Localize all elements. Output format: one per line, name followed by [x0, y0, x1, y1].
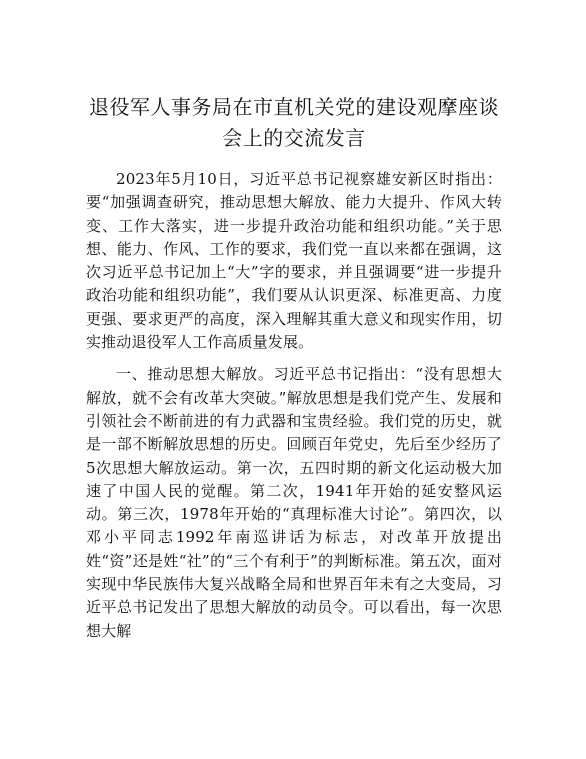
- paragraph-intro: 2023年5月10日，习近平总书记视察雄安新区时指出：要“加强调查研究，推动思想大解放、能力大提升、作风大转变、工作大落实，进一步提升政治功能和组织功能。”关于思想、能力、作风、工作的要求，我们党一直以来都在强调，这次习近平总书记加上“大”字的要求，并且强调要“进一步提升政治功能和组织功能”，我们要从认识更深、标准更高、力度更强、要求更严的高度，深入理解其重大意义和现实作用，切实推动退役军人工作高质量发展。: [86, 170, 502, 352]
- paragraph-section-one: 一、推动思想大解放。习近平总书记指出：“没有思想大解放，就不会有改革大突破。”解放思想是我们党产生、发展和引领社会不断前进的有力武器和宝贵经验。我们党的历史，就是一部不断解放思想的历史。回顾百年党史，先后至少经历了5次思想大解放运动。第一次，五四时期的新文化运动极大加速了中国人民的觉醒。第二次，1941年开始的延安整风运动。第三次，1978年开始的“真理标准大讨论”。第四次，以邓小平同志1992年南巡讲话为标志，对改革开放提出姓“资”还是姓“社”的“三个有利于”的判断标准。第五次，面对实现中华民族伟大复兴战略全局和世界百年未有之大变局，习近平总书记发出了思想大解放的动员令。可以看出，每一次思想大解: [86, 365, 502, 640]
- document-title-line-1: 退役军人事务局在市直机关党的建设观摩座谈: [89, 95, 499, 119]
- document-title-line-2: 会上的交流发言: [222, 126, 366, 150]
- document-title: [86, 92, 502, 154]
